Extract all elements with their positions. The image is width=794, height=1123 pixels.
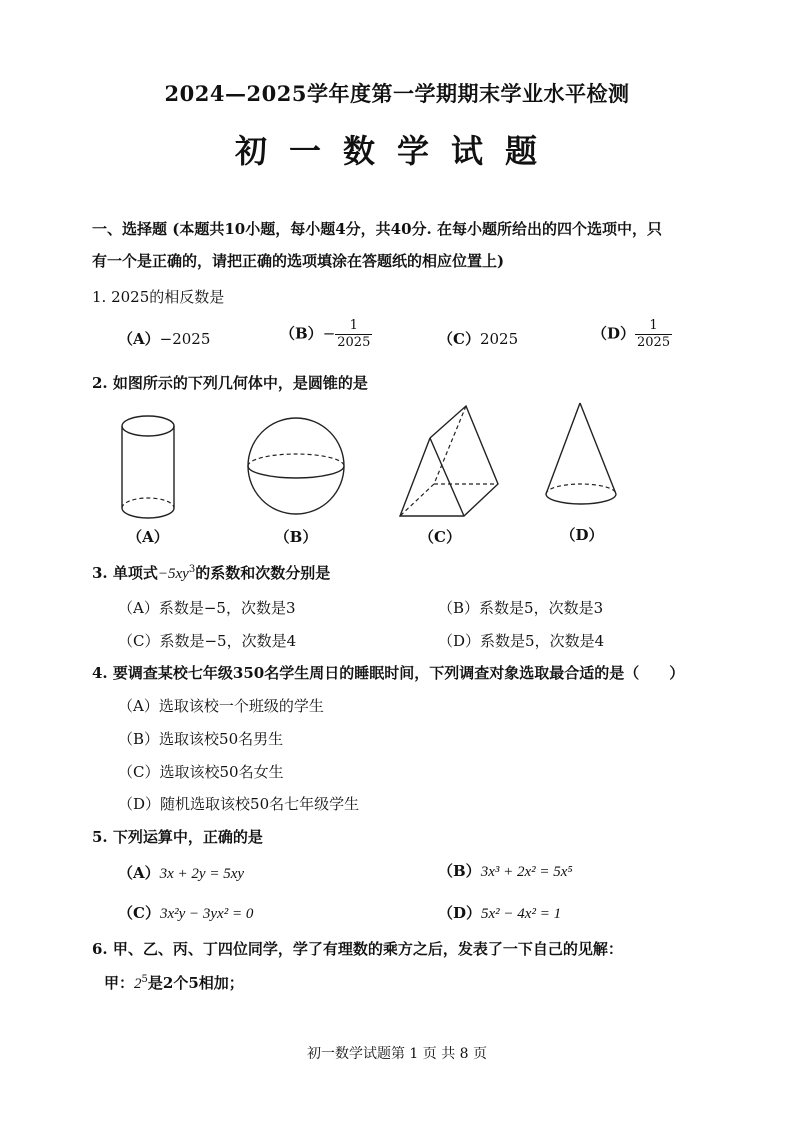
figure-label-b: （B） bbox=[274, 528, 318, 546]
question-4-option-a: （A）选取该校一个班级的学生 bbox=[118, 697, 324, 715]
question-1-option-a bbox=[118, 328, 210, 349]
speaker-label: 甲： bbox=[104, 974, 135, 992]
option-label: （A） bbox=[118, 330, 160, 348]
question-3-option-c: （C）系数是−5，次数是4 bbox=[118, 632, 297, 650]
power-exponent: 5 bbox=[141, 974, 148, 985]
question-4-option-b: （B）选取该校50名男生 bbox=[118, 730, 284, 748]
expression: 3x²y − 3yx² = 0 bbox=[159, 906, 254, 922]
expression: 3x³ + 2x² = 5x⁵ bbox=[480, 864, 573, 880]
triangular-prism-figure bbox=[396, 404, 500, 520]
question-2-stem: 2. 如图所示的下列几何体中，是圆锥的是 bbox=[92, 374, 368, 392]
expression: 5x² − 4x² = 1 bbox=[481, 906, 562, 922]
cone-figure bbox=[540, 400, 624, 518]
fraction bbox=[635, 318, 672, 351]
cylinder-figure bbox=[112, 412, 192, 522]
figure-label-c: （C） bbox=[419, 528, 461, 546]
minus-sign: − bbox=[322, 324, 336, 343]
option-label: （C） bbox=[438, 330, 480, 348]
option-label: （B） bbox=[280, 324, 323, 343]
question-5-option-a bbox=[118, 862, 244, 883]
exam-subject-title: 初一数学试题 bbox=[234, 132, 559, 170]
fraction bbox=[335, 318, 372, 351]
question-4-option-d: （D）随机选取该校50名七年级学生 bbox=[118, 795, 360, 813]
question-3-stem bbox=[92, 562, 330, 583]
monomial: −5xy bbox=[157, 566, 189, 582]
fraction-denominator: 2025 bbox=[637, 335, 671, 350]
page-footer: 初一数学试题第 1 页 共 8 页 bbox=[306, 1046, 488, 1062]
question-5-option-b bbox=[438, 860, 573, 881]
stem-suffix: 的系数和次数分别是 bbox=[195, 564, 331, 582]
expression: 3x + 2y = 5xy bbox=[159, 866, 245, 882]
section1-instruction-line1: 一、选择题 (本题共10小题，每小题4分，共40分. 在每小题所给出的四个选项中，只 bbox=[92, 220, 662, 238]
fraction-numerator: 1 bbox=[635, 318, 672, 335]
question-4-option-c: （C）选取该校50名女生 bbox=[118, 763, 284, 781]
stem-prefix: 3. 单项式 bbox=[92, 564, 158, 582]
question-5-option-c bbox=[118, 902, 253, 923]
option-label: （A） bbox=[118, 864, 160, 882]
question-1-option-d bbox=[592, 318, 672, 351]
question-1-option-c bbox=[438, 328, 518, 349]
option-label: （B） bbox=[438, 862, 481, 880]
question-6-stem: 6. 甲、乙、丙、丁四位同学，学了有理数的乘方之后，发表了一下自己的见解： bbox=[92, 940, 623, 958]
sphere-figure bbox=[244, 414, 348, 518]
option-label: （D） bbox=[438, 904, 482, 922]
statement-text: 是2个5相加； bbox=[147, 974, 244, 992]
option-value: 2025 bbox=[479, 330, 519, 348]
question-3-option-a: （A）系数是−5，次数是3 bbox=[118, 599, 296, 617]
exam-header-title: 2024—2025学年度第一学期期末学业水平检测 bbox=[164, 81, 630, 106]
option-label: （C） bbox=[118, 904, 160, 922]
option-value: −2025 bbox=[159, 330, 211, 348]
question-5-option-d bbox=[438, 902, 561, 923]
fraction-denominator: 2025 bbox=[337, 335, 371, 350]
question-1-option-b bbox=[280, 318, 372, 351]
exponent: 3 bbox=[188, 564, 196, 575]
figure-label-a: （A） bbox=[127, 528, 169, 546]
question-3-option-d: （D）系数是5，次数是4 bbox=[438, 632, 605, 650]
question-1-stem: 1. 2025的相反数是 bbox=[92, 288, 225, 306]
fraction-numerator: 1 bbox=[335, 318, 372, 335]
question-4-stem: 4. 要调查某校七年级350名学生周日的睡眠时间，下列调查对象选取最合适的是（ ） bbox=[92, 664, 685, 682]
question-6-statement-jia bbox=[104, 972, 244, 993]
section1-instruction-line2: 有一个是正确的，请把正确的选项填涂在答题纸的相应位置上) bbox=[92, 252, 505, 270]
question-3-option-b: （B）系数是5，次数是3 bbox=[438, 599, 604, 617]
question-5-stem: 5. 下列运算中，正确的是 bbox=[92, 828, 263, 846]
power-base: 2 bbox=[134, 976, 142, 992]
option-label: （D） bbox=[592, 324, 636, 343]
figure-label-d: （D） bbox=[560, 526, 604, 544]
